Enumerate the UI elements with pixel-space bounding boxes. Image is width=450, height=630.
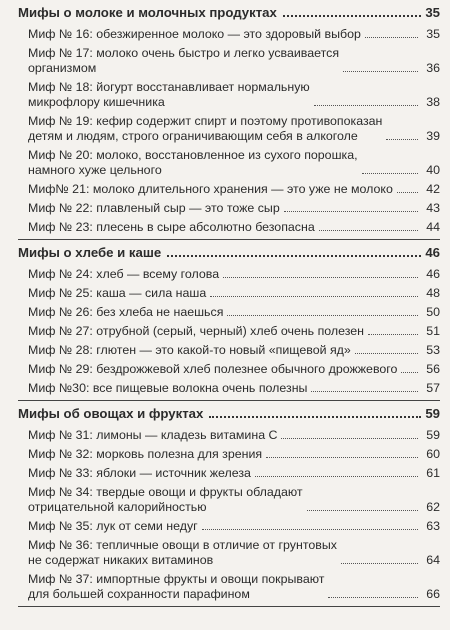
toc-entry <box>28 536 440 570</box>
toc-entry <box>28 265 440 284</box>
dot-leader <box>314 105 418 106</box>
section-heading <box>18 240 440 265</box>
entry-page-number: 53 <box>426 343 440 357</box>
entry-text-line: Миф№ 21: молоко длительного хранения — это уже не молоко <box>28 182 393 196</box>
entry-text <box>28 519 198 534</box>
toc-entry <box>28 25 440 44</box>
dot-leader <box>255 476 418 477</box>
toc-entry <box>28 218 440 237</box>
toc-section <box>18 0 440 240</box>
entry-page-number: 35 <box>426 27 440 41</box>
entry-text-line: Миф № 28: глютен — это какой-то новый «пищевой яд» <box>28 343 351 357</box>
section-heading <box>18 401 440 426</box>
dot-leader <box>355 353 418 354</box>
entry-text <box>28 428 277 443</box>
entry-page-number: 66 <box>426 587 440 601</box>
entry-text-line: Миф № 22: плавленый сыр — это тоже сыр <box>28 201 280 215</box>
toc-section <box>18 240 440 401</box>
section-heading <box>18 0 440 25</box>
toc-entry <box>28 341 440 360</box>
entry-text <box>28 46 339 76</box>
dot-leader <box>397 192 418 193</box>
dot-leader <box>365 37 418 38</box>
entry-text <box>28 286 206 301</box>
toc-entry <box>28 44 440 78</box>
dot-leader <box>283 15 421 17</box>
section-title: Мифы об овощах и фруктах <box>18 406 204 421</box>
entry-text-line: Миф № 24: хлеб — всему голова <box>28 267 220 281</box>
entry-text <box>28 466 251 481</box>
entry-text-line: Миф № 36: тепличные овощи в отличие от грунтовых <box>28 538 337 552</box>
entry-text-line: Миф № 17: молоко очень быстро и легко усваивается <box>28 46 340 60</box>
entry-text <box>28 114 382 144</box>
entry-text-line: Миф № 20: молоко, восстановленное из сухого порошка, <box>28 148 358 162</box>
entry-page-number: 62 <box>426 500 440 514</box>
entry-text <box>28 485 303 515</box>
entry-text-line: Миф № 26: без хлеба не наешься <box>28 305 224 319</box>
entry-text-line: Миф № 37: импортные фрукты и овощи покрывают <box>28 572 325 586</box>
entry-text <box>28 201 280 216</box>
section-title: Мифы о молоке и молочных продуктах <box>18 5 277 20</box>
entry-page-number: 42 <box>426 182 440 196</box>
dot-leader <box>307 510 418 511</box>
section-title: Мифы о хлебе и каше <box>18 245 162 260</box>
entry-text-line: Миф № 31: лимоны — кладезь витамина С <box>28 428 278 442</box>
entry-text <box>28 267 219 282</box>
entry-page-number: 48 <box>426 286 440 300</box>
entry-page-number: 39 <box>426 129 440 143</box>
dot-leader <box>341 563 418 564</box>
toc-entry <box>28 445 440 464</box>
dot-leader <box>328 597 418 598</box>
toc-entry <box>28 464 440 483</box>
entry-text <box>28 148 358 178</box>
toc-entry <box>28 379 440 398</box>
entry-page-number: 40 <box>426 163 440 177</box>
dot-leader <box>202 529 418 530</box>
section-page-number: 35 <box>425 5 440 20</box>
entry-text <box>28 80 310 110</box>
dot-leader <box>281 438 418 439</box>
entry-page-number: 51 <box>426 324 440 338</box>
toc-entry <box>28 483 440 517</box>
dot-leader <box>167 255 421 257</box>
entry-text-line: Миф № 23: плесень в сыре абсолютно безопасна <box>28 220 315 234</box>
entry-text-line: отрицательной калорийностью <box>28 500 207 514</box>
toc-entry <box>28 426 440 445</box>
dot-leader <box>319 230 418 231</box>
entry-page-number: 56 <box>426 362 440 376</box>
entry-page-number: 59 <box>426 428 440 442</box>
entry-page-number: 57 <box>426 381 440 395</box>
dot-leader <box>210 296 418 297</box>
entry-text-line: Миф № 32: морковь полезна для зрения <box>28 447 263 461</box>
entry-text-line: Миф № 27: отрубной (серый, черный) хлеб очень полезен <box>28 324 365 338</box>
entry-text <box>28 538 337 568</box>
entry-text-line: Миф № 33: яблоки — источник железа <box>28 466 251 480</box>
entry-page-number: 64 <box>426 553 440 567</box>
entry-page-number: 61 <box>426 466 440 480</box>
toc-entry <box>28 199 440 218</box>
entry-text <box>28 362 397 377</box>
entry-list <box>18 25 440 239</box>
entry-text-line: Миф № 34: твердые овощи и фрукты обладают <box>28 485 303 499</box>
entry-text-line: Миф № 29: бездрожжевой хлеб полезнее обычного дрожжевого <box>28 362 398 376</box>
dot-leader <box>223 277 418 278</box>
dot-leader <box>284 211 418 212</box>
entry-list <box>18 265 440 400</box>
section-page-number: 59 <box>425 406 440 421</box>
entry-text <box>28 447 262 462</box>
entry-text <box>28 324 364 339</box>
entry-page-number: 38 <box>426 95 440 109</box>
entry-text-line: Миф № 18: йогурт восстанавливает нормальную <box>28 80 310 94</box>
entry-text-line: Миф № 25: каша — сила наша <box>28 286 207 300</box>
entry-text <box>28 220 315 235</box>
toc-entry <box>28 517 440 536</box>
entry-page-number: 36 <box>426 61 440 75</box>
dot-leader <box>311 391 418 392</box>
entry-text <box>28 343 351 358</box>
entry-text <box>28 572 324 602</box>
entry-text <box>28 182 393 197</box>
toc-section <box>18 401 440 607</box>
dot-leader <box>227 315 418 316</box>
entry-text-line: для большей сохранности парафином <box>28 587 250 601</box>
entry-text <box>28 27 361 42</box>
entry-text-line: Миф № 35: лук от семи недуг <box>28 519 198 533</box>
entry-list <box>18 426 440 606</box>
dot-leader <box>368 334 418 335</box>
toc-entry <box>28 303 440 322</box>
entry-text-line: намного хуже цельного <box>28 163 162 177</box>
dot-leader <box>209 416 421 418</box>
toc-entry <box>28 78 440 112</box>
toc-entry <box>28 284 440 303</box>
dot-leader <box>401 372 418 373</box>
dot-leader <box>362 173 418 174</box>
entry-text-line: Миф № 16: обезжиренное молоко — это здоровый выбор <box>28 27 361 41</box>
entry-text-line: организмом <box>28 61 97 75</box>
entry-page-number: 50 <box>426 305 440 319</box>
entry-text-line: Миф № 19: кефир содержит спирт и поэтому противопоказан <box>28 114 383 128</box>
toc-entry <box>28 112 440 146</box>
entry-text-line: детям и людям, строго ограничивающим себя в алкоголе <box>28 129 358 143</box>
entry-page-number: 63 <box>426 519 440 533</box>
toc-entry <box>28 322 440 341</box>
toc-entry <box>28 180 440 199</box>
entry-text-line: Миф №30: все пищевые волокна очень полезны <box>28 381 308 395</box>
section-page-number: 46 <box>425 245 440 260</box>
entry-text <box>28 305 223 320</box>
entry-text-line: микрофлору кишечника <box>28 95 165 109</box>
entry-page-number: 44 <box>426 220 440 234</box>
entry-text <box>28 381 307 396</box>
entry-page-number: 46 <box>426 267 440 281</box>
dot-leader <box>386 139 418 140</box>
dot-leader <box>343 71 418 72</box>
entry-page-number: 43 <box>426 201 440 215</box>
toc-entry <box>28 146 440 180</box>
entry-page-number: 60 <box>426 447 440 461</box>
toc-entry <box>28 570 440 604</box>
toc-entry <box>28 360 440 379</box>
entry-text-line: не содержат никаких витаминов <box>28 553 214 567</box>
dot-leader <box>266 457 418 458</box>
